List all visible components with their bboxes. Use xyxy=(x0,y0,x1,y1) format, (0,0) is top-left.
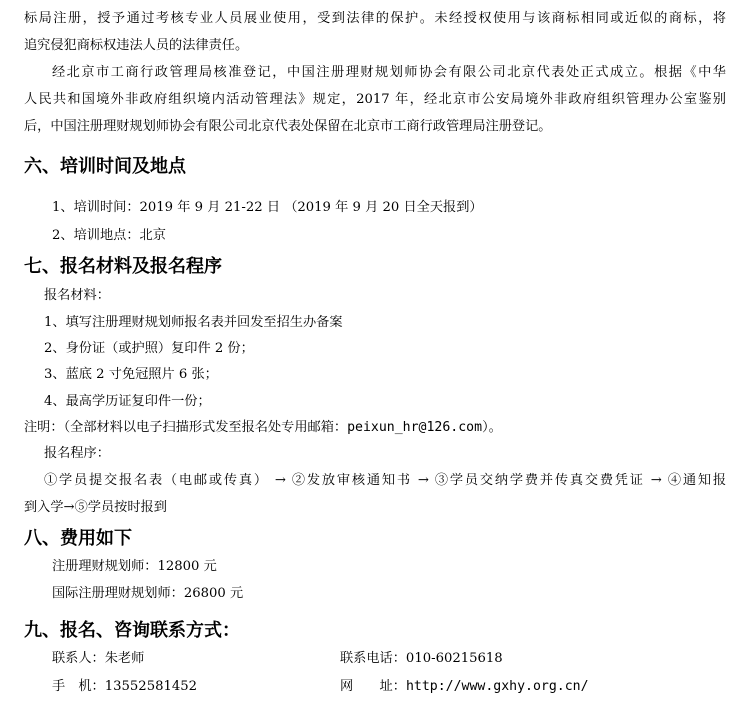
section-7-heading: 七、报名材料及报名程序 xyxy=(24,256,222,277)
procedure-line-2: 到入学→⑤学员按时报到 xyxy=(24,500,167,515)
contact-phone: 联系电话：010-60215618 xyxy=(340,651,503,666)
intro-para2-line-2: 人民共和国境外非政府组织境内活动管理法》规定，2017 年，经北京市公安局境外非政府组织管理办公室鉴别 xyxy=(24,92,726,107)
material-item-4: 4、最高学历证复印件一份； xyxy=(44,394,211,409)
website-label: 网 址： xyxy=(340,679,406,694)
materials-label: 报名材料： xyxy=(44,288,110,303)
contact-website xyxy=(340,678,589,696)
procedure-line-1: ①学员提交报名表（电邮或传真） → ②发放审核通知书 → ③学员交纳学费并传真交费凭证 → ④通知报 xyxy=(44,473,726,488)
section-6-heading: 六、培训时间及地点 xyxy=(24,156,186,177)
materials-note xyxy=(24,419,502,437)
intro-para2-line-3: 后，中国注册理财规划师协会有限公司北京代表处保留在北京市工商行政管理局注册登记。 xyxy=(24,119,552,134)
material-item-1: 1、填写注册理财规划师报名表并回发至招生办备案 xyxy=(44,315,343,330)
procedure-label: 报名程序： xyxy=(44,446,110,461)
intro-line-2: 追究侵犯商标权违法人员的法律责任。 xyxy=(24,38,249,53)
material-item-2: 2、身份证（或护照）复印件 2 份； xyxy=(44,341,254,356)
training-location: 2、培训地点：北京 xyxy=(52,228,166,243)
note-email: peixun_hr@126.com xyxy=(347,420,483,435)
intro-para2-line-1: 经北京市工商行政管理局核准登记，中国注册理财规划师协会有限公司北京代表处正式成立。根据《中华 xyxy=(52,65,726,80)
note-suffix: ）。 xyxy=(482,420,502,435)
section-9-heading: 九、报名、咨询联系方式： xyxy=(24,620,240,641)
note-prefix: 注明：（全部材料以电子扫描形式发至报名处专用邮箱： xyxy=(24,420,348,435)
fee-international-cfp: 国际注册理财规划师：26800 元 xyxy=(52,586,244,601)
material-item-3: 3、蓝底 2 寸免冠照片 6 张； xyxy=(44,367,218,382)
intro-line-1: 标局注册，授予通过考核专业人员展业使用，受到法律的保护。未经授权使用与该商标相同或近似的商标，将 xyxy=(24,11,726,26)
website-url[interactable]: http://www.gxhy.org.cn/ xyxy=(405,679,589,694)
contact-mobile: 手 机：13552581452 xyxy=(52,679,198,694)
fee-cfp: 注册理财规划师：12800 元 xyxy=(52,559,217,574)
section-8-heading: 八、费用如下 xyxy=(24,528,132,549)
contact-person: 联系人：朱老师 xyxy=(52,651,145,666)
training-time: 1、培训时间：2019 年 9 月 21-22 日 （2019 年 9 月 20 日全天报到） xyxy=(52,200,483,215)
